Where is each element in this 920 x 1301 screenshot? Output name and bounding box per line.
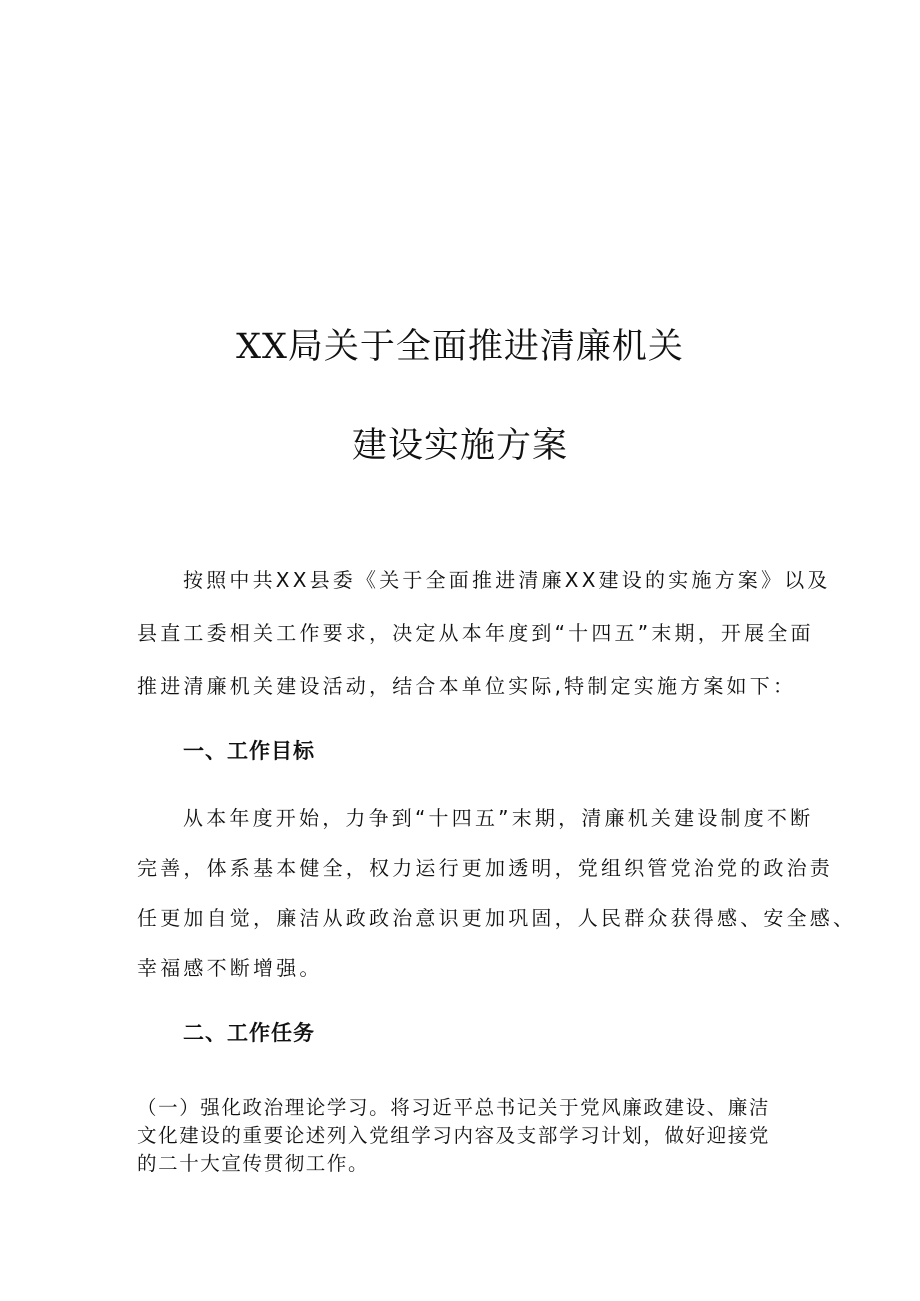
paragraph-line: （一）强化政治理论学习。将习近平总书记关于党风廉政建设、廉洁 (137, 1096, 771, 1119)
paragraph-line: 的二十大宣传贯彻工作。 (137, 1152, 370, 1175)
paragraph-line: 幸福感不断增强。 (137, 956, 323, 980)
document-title-line-2: 建设实施方案 (351, 426, 568, 466)
paragraph-line: 任更加自觉，廉洁从政政治意识更加巩固，人民群众获得感、安全感、 (137, 906, 857, 930)
paragraph-line: 从本年度开始，力争到“十四五”末期，清廉机关建设制度不断 (183, 806, 814, 830)
document-title-line-1: XX局关于全面推进清廉机关 (236, 327, 684, 367)
paragraph-line: 文化建设的重要论述列入党组学习内容及支部学习计划，做好迎接党 (137, 1124, 771, 1147)
paragraph-line: 县直工委相关工作要求，决定从本年度到“十四五”末期，开展全面 (137, 621, 814, 645)
section-heading-goals: 一、工作目标 (183, 739, 315, 763)
paragraph-line: 按照中共XX县委《关于全面推进清廉XX建设的实施方案》以及 (183, 568, 831, 592)
paragraph-line: 完善，体系基本健全，权力运行更加透明，党组织管党治党的政治责 (137, 856, 833, 880)
section-heading-tasks: 二、工作任务 (183, 1021, 315, 1045)
paragraph-line: 推进清廉机关建设活动，结合本单位实际,特制定实施方案如下： (137, 674, 797, 698)
